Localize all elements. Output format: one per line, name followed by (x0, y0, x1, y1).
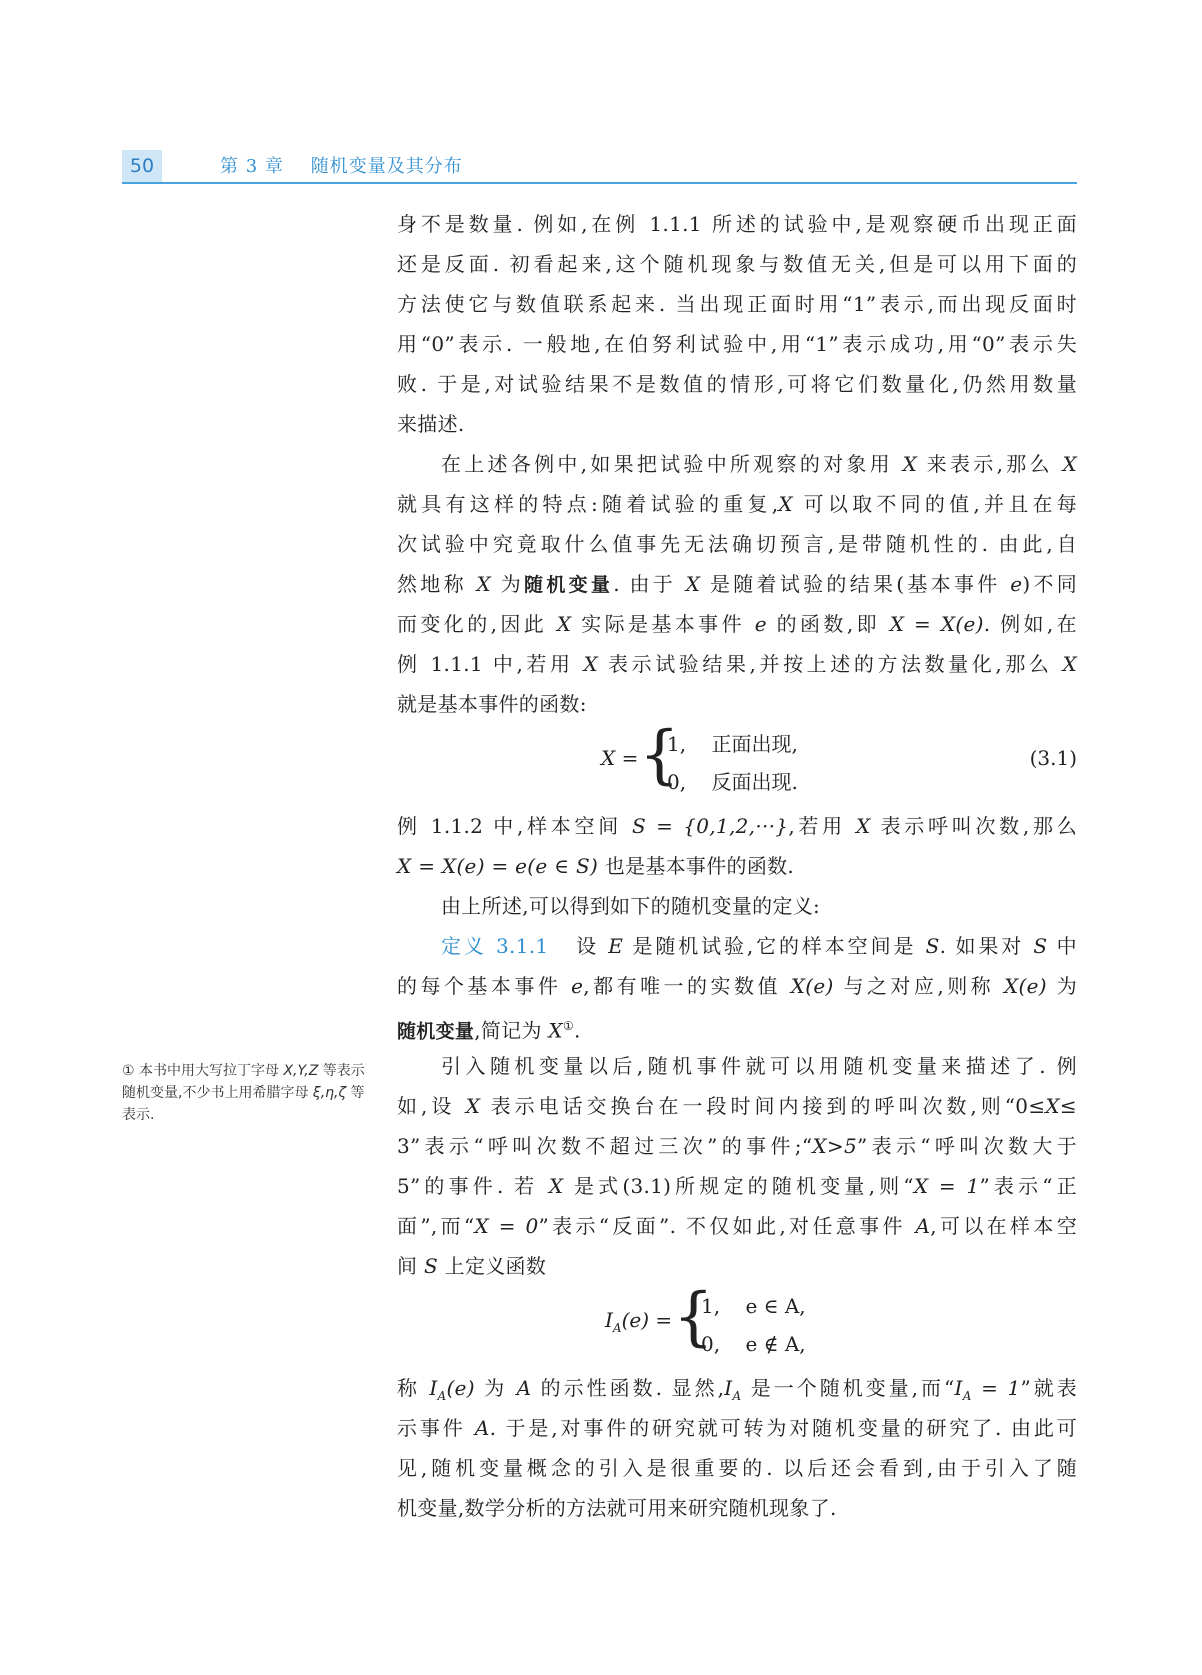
formula-lhs: X = (601, 746, 639, 770)
definition-label: 定义 3.1.1 (441, 934, 549, 958)
text-line: 而变化的,因此 X 实际是基本事件 e 的函数,即 X = X(e). 例如,在 (397, 612, 1077, 636)
definition-line: 定义 3.1.1 设 E 是随机试验,它的样本空间是 S. 如果对 S 中 (441, 934, 1077, 958)
text-line: 如,设 X 表示电话交换台在一段时间内接到的呼叫次数,则“0≤X≤ (397, 1094, 1077, 1118)
formula-case-2: 0, 反面出现. (667, 770, 798, 794)
text-line: 还是反面. 初看起来,这个随机现象与数值无关,但是可以用下面的 (397, 252, 1077, 276)
text-line: 由上所述,可以得到如下的随机变量的定义: (441, 894, 821, 918)
text-line: 5”的事件. 若 X 是式(3.1)所规定的随机变量,则“X = 1”表示“正 (397, 1174, 1077, 1198)
footnote-marker: ① (562, 1019, 575, 1033)
text-line: 见,随机变量概念的引入是很重要的. 以后还会看到,由于引入了随 (397, 1456, 1077, 1480)
footnote-mark: ① (122, 1063, 135, 1079)
text-line: 的每个基本事件 e,都有唯一的实数值 X(e) 与之对应,则称 X(e) 为 (397, 974, 1078, 998)
header-rule (122, 182, 1077, 184)
main-text (397, 204, 1077, 1528)
text-line: 用“0”表示. 一般地,在伯努利试验中,用“1”表示成功,用“0”表示失 (397, 332, 1077, 356)
text-line: 面”,而“X = 0”表示“反面”. 不仅如此,对任意事件 A,可以在样本空 (397, 1214, 1078, 1238)
text-line: 身不是数量. 例如,在例 1.1.1 所述的试验中,是观察硬币出现正面 (397, 212, 1077, 236)
page-number: 50 (122, 150, 162, 182)
term-random-variable: 随机变量 (524, 574, 614, 596)
text-line: X = X(e) = e(e ∈ S) 也是基本事件的函数. (397, 854, 795, 878)
text-line: 次试验中究竟取什么值事先无法确切预言,是带随机性的. 由此,自 (397, 532, 1077, 556)
text-line: 称 $I_A(e)$ 为 A 的示性函数. 显然$,I_A$ 是一个随机变量,而“$I_A = 1$”就表 (397, 1376, 1078, 1403)
text-line: 间 S 上定义函数 (397, 1254, 547, 1278)
text-line: 来描述. (397, 412, 465, 436)
formula-case-1: 1, e ∈ A, (701, 1294, 806, 1318)
text-line: 示事件 A. 于是,对事件的研究就可转为对随机变量的研究了. 由此可 (397, 1416, 1077, 1440)
formula-lhs: $I_A(e)$ = (605, 1308, 673, 1335)
text-line: 例 1.1.1 中,若用 X 表示试验结果,并按上述的方法数量化,那么 X (397, 652, 1078, 676)
text-line: 3”表示“呼叫次数不超过三次”的事件;“X>5”表示“呼叫次数大于 (397, 1134, 1077, 1158)
text-line: 随机变量,简记为 X①. (397, 1018, 581, 1043)
text-line: 败. 于是,对试验结果不是数值的情形,可将它们数量化,仍然用数量 (397, 372, 1077, 396)
formula-indicator (397, 1280, 1077, 1368)
text-line: 就具有这样的特点:随着试验的重复,X 可以取不同的值,并且在每 (397, 492, 1077, 516)
text-line: 方法使它与数值联系起来. 当出现正面时用“1”表示,而出现反面时 (397, 292, 1077, 316)
term-random-variable: 随机变量 (397, 1020, 475, 1043)
formula-case-2: 0, e ∉ A, (701, 1332, 806, 1356)
text-line: 引入随机变量以后,随机事件就可以用随机变量来描述了. 例 (441, 1054, 1077, 1078)
brace-icon: { (639, 718, 680, 792)
text-line: 然地称 X 为随机变量. 由于 X 是随着试验的结果(基本事件 e)不同 (397, 572, 1078, 596)
footnote: ① 本书中用大写拉丁字母 X,Y,Z 等表示随机变量,不少书上用希腊字母 ξ,η,ζ 等表示. (122, 1063, 365, 1123)
text-line: 例 1.1.2 中,样本空间 S = {0,1,2,···},若用 X 表示呼叫次数,那么 (397, 814, 1077, 838)
page-header (122, 150, 1077, 182)
text-line: 在上述各例中,如果把试验中所观察的对象用 X 来表示,那么 X (441, 452, 1077, 476)
brace-icon: { (673, 1280, 714, 1354)
text-line: 机变量,数学分析的方法就可用来研究随机现象了. (397, 1496, 837, 1520)
equation-number: (3.1) (1029, 746, 1077, 770)
formula-3-1 (397, 718, 1077, 806)
formula-case-1: 1, 正面出现, (667, 732, 798, 756)
text-line: 就是基本事件的函数: (397, 692, 587, 716)
chapter-title: 第 3 章 随机变量及其分布 (220, 156, 463, 177)
